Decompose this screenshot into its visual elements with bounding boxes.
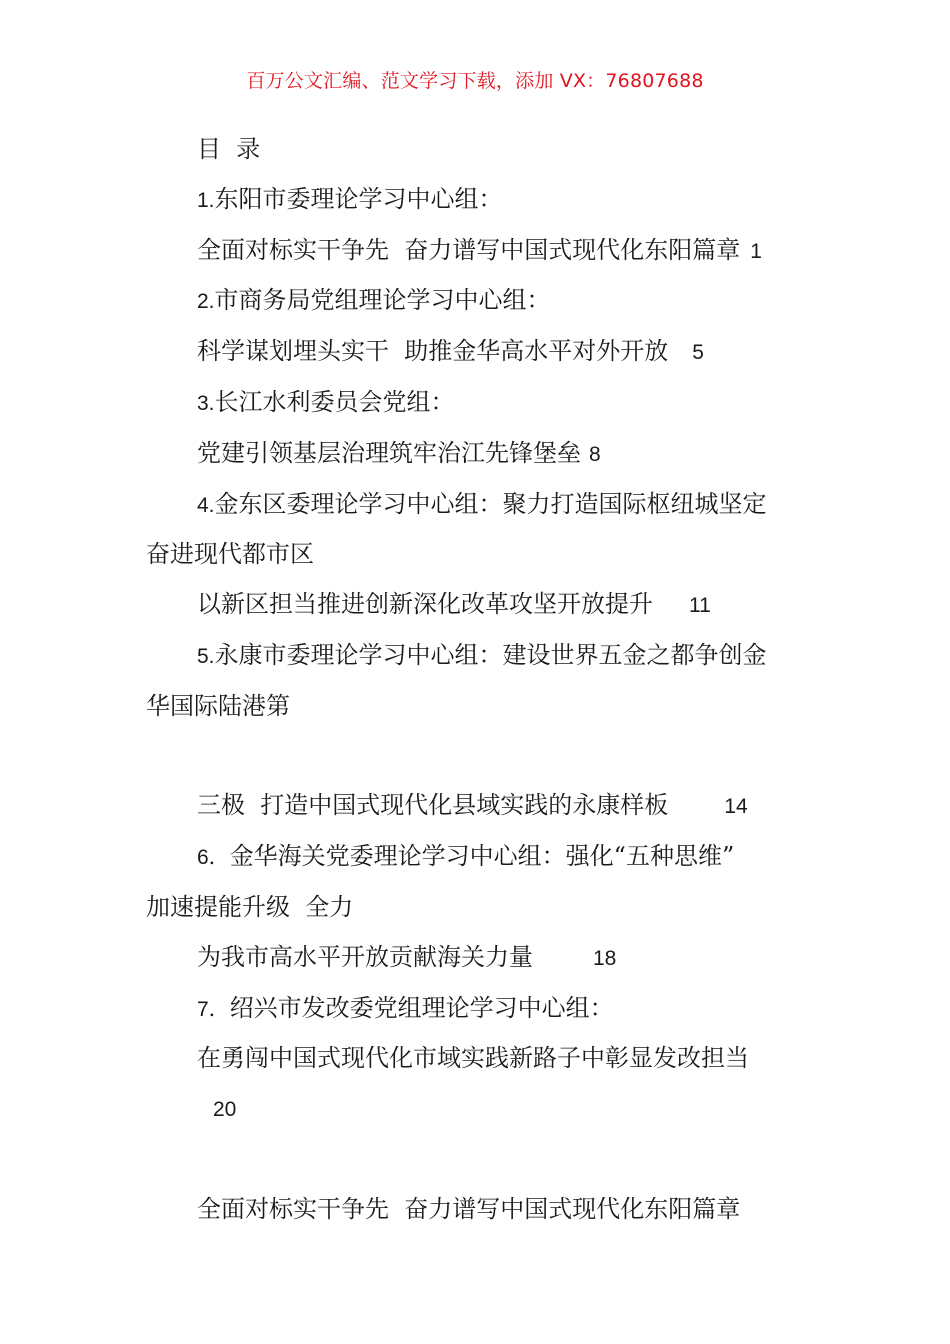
toc-entry-title[interactable]: 全面对标实干争先 奋力谱写中国式现代化东阳篇章	[197, 235, 741, 264]
toc-entry-2-title[interactable]	[146, 327, 806, 378]
toc-entry-5-org-cont: 华国际陆港第	[146, 691, 290, 720]
article-title: 全面对标实干争先 奋力谱写中国式现代化东阳篇章	[197, 1194, 741, 1223]
toc-entry-6-org	[146, 832, 806, 883]
toc-entry-4-org-cont: 奋进现代都市区	[146, 540, 314, 569]
toc-entry-1-title[interactable]	[146, 226, 806, 277]
toc-entry-7-title[interactable]	[146, 1034, 806, 1084]
toc-entry-title[interactable]: 党建引领基层治理筑牢治江先锋堡垒	[197, 438, 581, 467]
toc-entry-title[interactable]: 以新区担当推进创新深化改革攻坚开放提升	[197, 590, 653, 619]
blank-line	[146, 1135, 806, 1185]
toc-entry-page: 11	[689, 594, 711, 618]
toc-entry-5-title[interactable]	[146, 781, 806, 832]
toc-entry-number: 4.	[197, 493, 215, 517]
toc-entry-7-page-line	[146, 1084, 806, 1135]
toc-entry-org: 东阳市委理论学习中心组：	[214, 184, 503, 213]
toc-entry-org: 金东区委理论学习中心组：聚力打造国际枢纽城坚定	[214, 489, 767, 518]
toc-entry-page: 20	[213, 1098, 237, 1122]
toc-entry-org: 长江水利委员会党组：	[214, 387, 455, 416]
toc-entry-6-title[interactable]	[146, 933, 806, 984]
toc-entry-number: 5.	[197, 644, 215, 668]
toc-entry-page: 5	[692, 341, 704, 365]
toc-entry-title[interactable]: 为我市高水平开放贡献海关力量	[197, 942, 533, 971]
toc-entry-7-org	[146, 984, 806, 1035]
toc-entry-number: 3.	[197, 391, 215, 415]
toc-entry-number: 7．	[197, 997, 230, 1021]
toc-entry-org: 永康市委理论学习中心组：建设世界五金之都争创金	[214, 640, 767, 669]
blank-line	[146, 732, 806, 782]
toc-entry-title[interactable]: 在勇闯中国式现代化市域实践新路子中彰显发改担当	[197, 1044, 749, 1073]
toc-entry-org: 绍兴市发改委党组理论学习中心组：	[229, 993, 614, 1022]
toc-entry-3-title[interactable]	[146, 429, 806, 480]
toc-entry-2-org	[146, 276, 806, 327]
toc-entry-page: 18	[593, 946, 617, 970]
toc-entry-number: 6．	[197, 846, 230, 870]
toc-entry-5-org	[146, 631, 806, 682]
toc-entry-6-org-cont: 加速提能升级 全力	[146, 892, 354, 921]
toc-entry-number: 1.	[197, 188, 215, 212]
toc-entry-page: 8	[589, 442, 601, 466]
toc-entry-number: 2.	[197, 290, 215, 314]
toc-title: 目 录	[197, 135, 261, 163]
toc-entry-page: 14	[724, 795, 748, 819]
toc-entry-title[interactable]: 科学谋划埋头实干 助推金华高水平对外开放	[197, 337, 669, 366]
toc-entry-1-org	[146, 175, 806, 226]
toc-entry-org: 金华海关党委理论学习中心组：强化“五种思维”	[229, 842, 735, 871]
toc-entry-3-org	[146, 378, 806, 429]
toc-entry-page: 1	[750, 239, 762, 263]
watermark-notice: 百万公文汇编、范文学习下载，添加 VX：76807688	[246, 70, 704, 92]
document-page	[146, 125, 806, 1235]
toc-entry-4-org	[146, 480, 806, 531]
toc-entry-title[interactable]: 三极 打造中国式现代化县域实践的永康样板	[197, 791, 669, 820]
toc-entry-org: 市商务局党组理论学习中心组：	[214, 286, 551, 315]
toc-entry-4-title[interactable]	[146, 580, 806, 631]
